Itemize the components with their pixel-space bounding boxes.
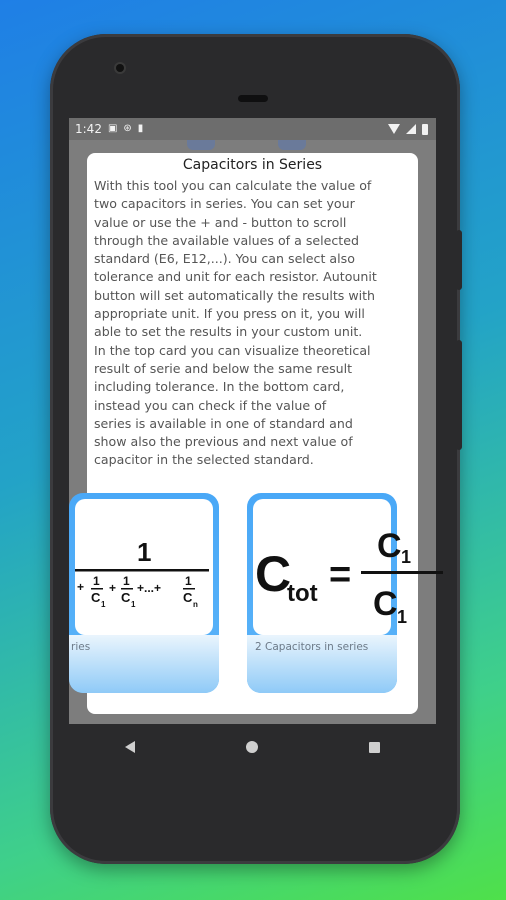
description-line: result of serie and below the same result [94, 360, 353, 376]
formula-term: 1 [93, 574, 100, 588]
sync-icon: ⊛ [123, 123, 132, 134]
description-line: through the available values of a selected [94, 232, 359, 248]
power-button [456, 230, 462, 290]
thumbnail-caption-area [69, 635, 219, 693]
formula-n-capacitors [75, 499, 213, 635]
formula-term: C [183, 590, 193, 605]
front-camera [116, 64, 124, 72]
dialog-title: Capacitors in Series [182, 157, 323, 173]
formula-equals: = [329, 554, 352, 596]
description-line: instead you can check if the value of [94, 397, 327, 413]
notification-icon: ▣ [107, 123, 118, 134]
formula-term: 1 [185, 574, 192, 588]
clip-decoration [187, 140, 215, 150]
formula-denominator: C [373, 585, 398, 623]
wifi-icon [388, 124, 400, 134]
clipboard-icon: ▮ [137, 123, 144, 134]
formula-term: C [121, 590, 131, 605]
formula-denominator-subscript: 1 [397, 607, 408, 627]
formula-term: n [193, 600, 198, 609]
screen [69, 118, 436, 724]
description-line: button will set automatically the results with [94, 287, 376, 303]
thumbnail-card-n-capacitors[interactable] [69, 493, 219, 693]
formula-2-capacitors [253, 499, 443, 635]
formula-term: + [109, 581, 117, 595]
description-line: series is available in one of standard and [94, 415, 353, 431]
formula-numerator-subscript: 1 [401, 547, 412, 567]
formula-term: C [91, 590, 101, 605]
description-line: able to set the results in your custom unit. [94, 324, 363, 340]
battery-icon [422, 124, 428, 135]
formula-numerator: 1 [137, 537, 152, 567]
description-line: including tolerance. In the bottom card, [94, 379, 345, 395]
recents-icon[interactable] [369, 742, 380, 753]
formula-numerator: C [377, 527, 402, 565]
formula-term: + [77, 580, 85, 594]
formula-term: 1 [131, 600, 136, 609]
formula-term: 1 [101, 600, 106, 609]
speaker-grille [238, 95, 268, 102]
description-line: standard (E6, E12,...). You can select also [94, 251, 355, 267]
help-dialog [71, 153, 418, 714]
formula-image [75, 499, 213, 635]
back-icon[interactable] [125, 741, 135, 753]
status-bar [69, 118, 436, 140]
description-line: two capacitors in series. You can set your [94, 196, 355, 212]
thumbnail-card-2-capacitors[interactable] [247, 493, 412, 693]
formula-lhs-subscript: tot [287, 580, 318, 607]
formula-term: 1 [123, 574, 130, 588]
navigation-bar [69, 724, 436, 770]
formula-lhs: C [255, 546, 292, 602]
home-icon[interactable] [246, 741, 258, 753]
description-line: tolerance and unit for each resistor. Autounit [94, 269, 377, 285]
clip-decoration [278, 140, 306, 150]
status-time: 1:42 [75, 122, 102, 136]
dialog-description [94, 177, 414, 470]
fraction-bar [361, 571, 443, 574]
description-line: With this tool you can calculate the value of [94, 178, 372, 193]
description-line: value or use the + and - button to scroll [94, 214, 347, 230]
signal-icon [406, 124, 416, 134]
fraction-bar [75, 569, 209, 572]
description-line: In the top card you can visualize theoretical [94, 342, 371, 358]
description-line: appropriate unit. If you press on it, you will [94, 306, 365, 322]
formula-term: +...+ [137, 581, 162, 595]
thumbnail-caption: ries [71, 641, 91, 653]
thumbnail-caption: 2 Capacitors in series [255, 641, 369, 653]
volume-button [456, 340, 462, 450]
description-line: capacitor in the selected standard. [94, 452, 314, 468]
description-line: show also the previous and next value of [94, 434, 353, 450]
formula-image [253, 499, 412, 635]
